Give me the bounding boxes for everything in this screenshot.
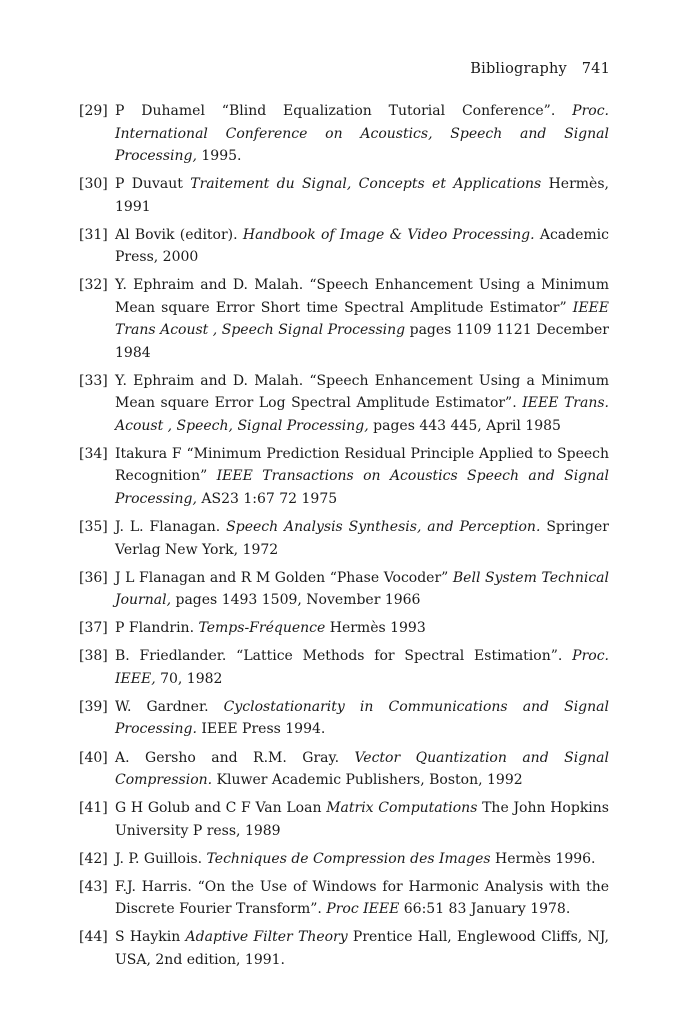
reference-authors-title: S Haykin: [115, 929, 186, 946]
reference-details: AS23 1:67 72 1975: [196, 490, 338, 507]
reference-authors-title: Al Bovik (editor).: [115, 226, 243, 243]
running-head-title: Bibliography: [470, 61, 567, 77]
reference-venue: Bell System Technical Journal,: [115, 569, 609, 609]
reference-authors-title: G H Golub and C F Van Loan: [115, 800, 327, 817]
reference-text: [115, 446, 609, 507]
reference-details: Hermès, 1991: [115, 176, 609, 215]
running-head: [470, 61, 610, 77]
reference-authors-title: J. P. Guillois.: [115, 850, 207, 867]
reference-details: Prentice Hall, Englewood Cliffs, NJ, USA, 2nd edition, 1991.: [115, 929, 609, 968]
reference-text: [115, 373, 609, 434]
reference-entry: [79, 645, 609, 690]
reference-entry: [79, 876, 609, 921]
reference-list: [79, 100, 609, 977]
reference-venue: IEEE Trans. Acoust , Speech, Signal Processing,: [115, 395, 609, 434]
reference-number: [36]: [79, 569, 108, 586]
reference-text: [115, 648, 609, 687]
reference-authors-title: Y. Ephraim and D. Malah. “Speech Enhancement Using a Minimum Mean square Error Short time Spectral Amplitude Estimator”: [115, 277, 609, 316]
reference-entry: [79, 617, 609, 640]
reference-text: [115, 929, 609, 968]
reference-number: [44]: [79, 929, 108, 946]
reference-text: [115, 277, 609, 361]
reference-venue: Techniques de Compression des Images: [206, 850, 491, 867]
reference-number: [32]: [79, 277, 108, 294]
reference-authors-title: P Duhamel “Blind Equalization Tutorial Conference”.: [115, 103, 573, 119]
reference-authors-title: F.J. Harris. “On the Use of Windows for Harmonic Analysis with the Discrete Fourier Transform”.: [115, 878, 609, 918]
reference-text: [115, 176, 609, 215]
reference-entry: [79, 696, 609, 741]
reference-text: [115, 800, 609, 839]
reference-authors-title: Y. Ephraim and D. Malah. “Speech Enhancement Using a Minimum Mean square Error Log Spectral Amplitude Estimator”.: [115, 372, 609, 412]
reference-authors-title: W. Gardner.: [115, 698, 224, 715]
reference-authors-title: P Flandrin.: [115, 620, 199, 637]
reference-venue: Adaptive Filter Theory: [185, 929, 348, 946]
reference-details: Hermès 1993: [325, 620, 426, 637]
reference-venue: Proc. IEEE,: [115, 648, 609, 687]
reference-text: [115, 570, 609, 609]
reference-venue: IEEE Transactions on Acoustics Speech and Signal Processing,: [115, 468, 609, 507]
reference-number: [40]: [79, 749, 108, 766]
reference-details: pages 1109 1121 December 1984: [115, 322, 609, 361]
reference-number: [34]: [79, 445, 108, 462]
reference-number: [39]: [79, 698, 108, 715]
reference-venue: Speech Analysis Synthesis, and Perception.: [226, 519, 541, 536]
reference-authors-title: P Duvaut: [115, 176, 191, 193]
reference-venue: Vector Quantization and Signal Compression.: [115, 749, 609, 789]
reference-details: Academic Press, 2000: [115, 226, 609, 266]
reference-details: 1995.: [196, 148, 242, 164]
reference-entry: [79, 100, 609, 168]
reference-details: The John Hopkins University P ress, 1989: [115, 800, 609, 839]
reference-details: pages 1493 1509, November 1966: [171, 592, 421, 609]
reference-entry: [79, 797, 609, 842]
reference-authors-title: J. L. Flanagan.: [115, 519, 227, 536]
reference-entry: [79, 173, 609, 218]
reference-authors-title: B. Friedlander. “Lattice Methods for Spectral Estimation”.: [115, 648, 573, 665]
reference-entry: [79, 443, 609, 511]
reference-number: [33]: [79, 372, 108, 389]
reference-details: Springer Verlag New York, 1972: [115, 519, 609, 558]
reference-details: 70, 1982: [155, 670, 223, 687]
reference-entry: [79, 274, 609, 364]
reference-number: [41]: [79, 800, 108, 817]
reference-entry: [79, 926, 609, 971]
reference-venue: Traitement du Signal, Concepts et Applications: [190, 176, 542, 193]
reference-venue: Handbook of Image & Video Processing.: [242, 226, 535, 243]
reference-text: [115, 519, 609, 558]
reference-number: [38]: [79, 648, 108, 665]
reference-venue: IEEE Trans Acoust , Speech Signal Processing: [115, 299, 609, 339]
reference-number: [37]: [79, 620, 108, 637]
reference-text: [115, 879, 609, 918]
reference-entry: [79, 747, 609, 792]
reference-details: Hermès 1996.: [490, 850, 596, 867]
reference-details: IEEE Press 1994.: [196, 721, 326, 738]
reference-details: Kluwer Academic Publishers, Boston, 1992: [212, 772, 523, 789]
reference-text: [115, 620, 426, 636]
reference-details: 66:51 83 January 1978.: [399, 901, 571, 918]
reference-venue: Cyclostationarity in Communications and Signal Processing.: [115, 698, 609, 738]
reference-details: pages 443 445, April 1985: [368, 417, 561, 434]
reference-entry: [79, 516, 609, 561]
reference-entry: [79, 567, 609, 612]
reference-authors-title: J L Flanagan and R M Golden “Phase Vocoder”: [115, 569, 453, 586]
reference-authors-title: A. Gersho and R.M. Gray.: [115, 749, 355, 766]
reference-text: [115, 699, 609, 738]
reference-number: [35]: [79, 519, 108, 536]
reference-entry: [79, 848, 609, 871]
reference-venue: Proc IEEE: [326, 901, 400, 918]
reference-text: [115, 750, 609, 789]
reference-number: [30]: [79, 176, 108, 193]
reference-authors-title: Itakura F “Minimum Prediction Residual Principle Applied to Speech Recognition”: [115, 445, 609, 485]
reference-text: [115, 227, 609, 266]
reference-number: [42]: [79, 850, 108, 867]
reference-entry: [79, 370, 609, 438]
reference-venue: Matrix Computations: [326, 800, 478, 817]
reference-venue: Temps-Fréquence: [198, 620, 326, 637]
reference-number: [31]: [79, 226, 108, 243]
reference-number: [43]: [79, 878, 108, 895]
page-number: 741: [581, 61, 610, 77]
reference-number: [29]: [79, 103, 108, 119]
reference-text: [115, 851, 596, 867]
reference-venue: Proc. International Conference on Acoustics, Speech and Signal Processing,: [115, 103, 609, 164]
reference-entry: [79, 224, 609, 269]
reference-text: [115, 103, 609, 164]
